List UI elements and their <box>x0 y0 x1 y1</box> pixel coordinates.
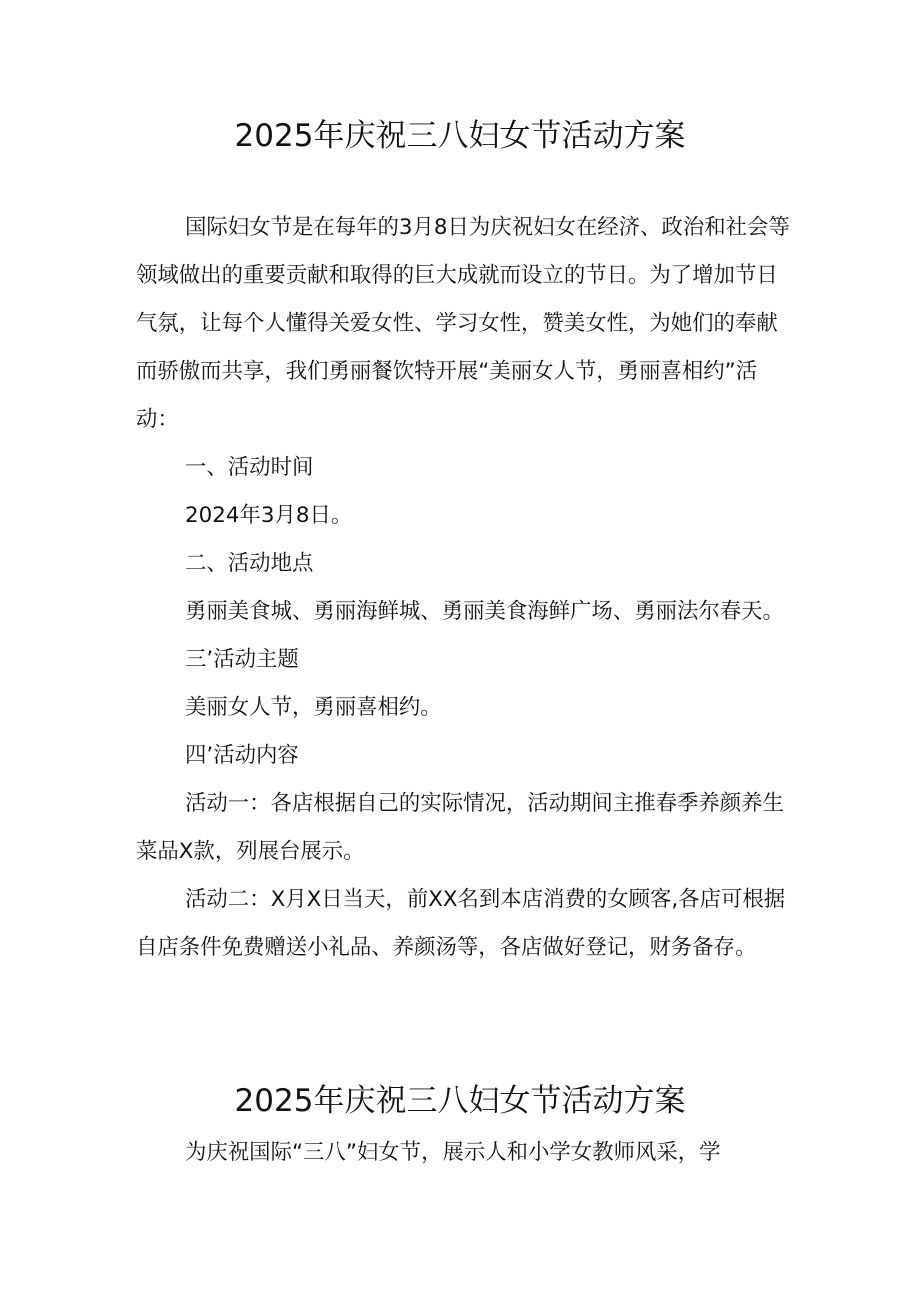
second-intro-paragraph: 为庆祝国际“三八”妇女节，展示人和小学女教师风采，学 <box>185 1140 721 1165</box>
second-document-title: 2025年庆祝三八妇女节活动方案 <box>234 1083 686 1119</box>
section-heading-content: 四’活动内容 <box>185 743 299 768</box>
section-heading-location: 二、活动地点 <box>185 551 314 576</box>
event-theme: 美丽女人节，勇丽喜相约。 <box>185 695 442 720</box>
document-title: 2025年庆祝三八妇女节活动方案 <box>234 118 686 154</box>
activity-two: 活动二：X月X日当天，前XX名到本店消费的女顾客,各店可根据自店条件免费赠送小礼品、养颜汤等，各店做好登记，财务备存。 <box>136 887 786 960</box>
document-body <box>136 204 790 972</box>
second-document-body <box>136 1129 790 1177</box>
section-heading-theme: 三’活动主题 <box>185 647 299 672</box>
event-locations: 勇丽美食城、勇丽海鲜城、勇丽美食海鲜广场、勇丽法尔春天。 <box>185 599 784 624</box>
intro-paragraph: 国际妇女节是在每年的3月8日为庆祝妇女在经济、政治和社会等领域做出的重要贡献和取得的巨大成就而设立的节日。为了增加节日气氛，让每个人懂得关爱女性、学习女性，赞美女性，为她们的奉献而骄傲而共享，我们勇丽餐饮特开展“美丽女人节，勇丽喜相约”活动： <box>136 215 790 432</box>
section-heading-time: 一、活动时间 <box>185 455 314 480</box>
event-date: 2024年3月8日。 <box>185 503 353 528</box>
activity-one: 活动一：各店根据自己的实际情况，活动期间主推春季养颜养生菜品X款，列展台展示。 <box>136 791 784 864</box>
